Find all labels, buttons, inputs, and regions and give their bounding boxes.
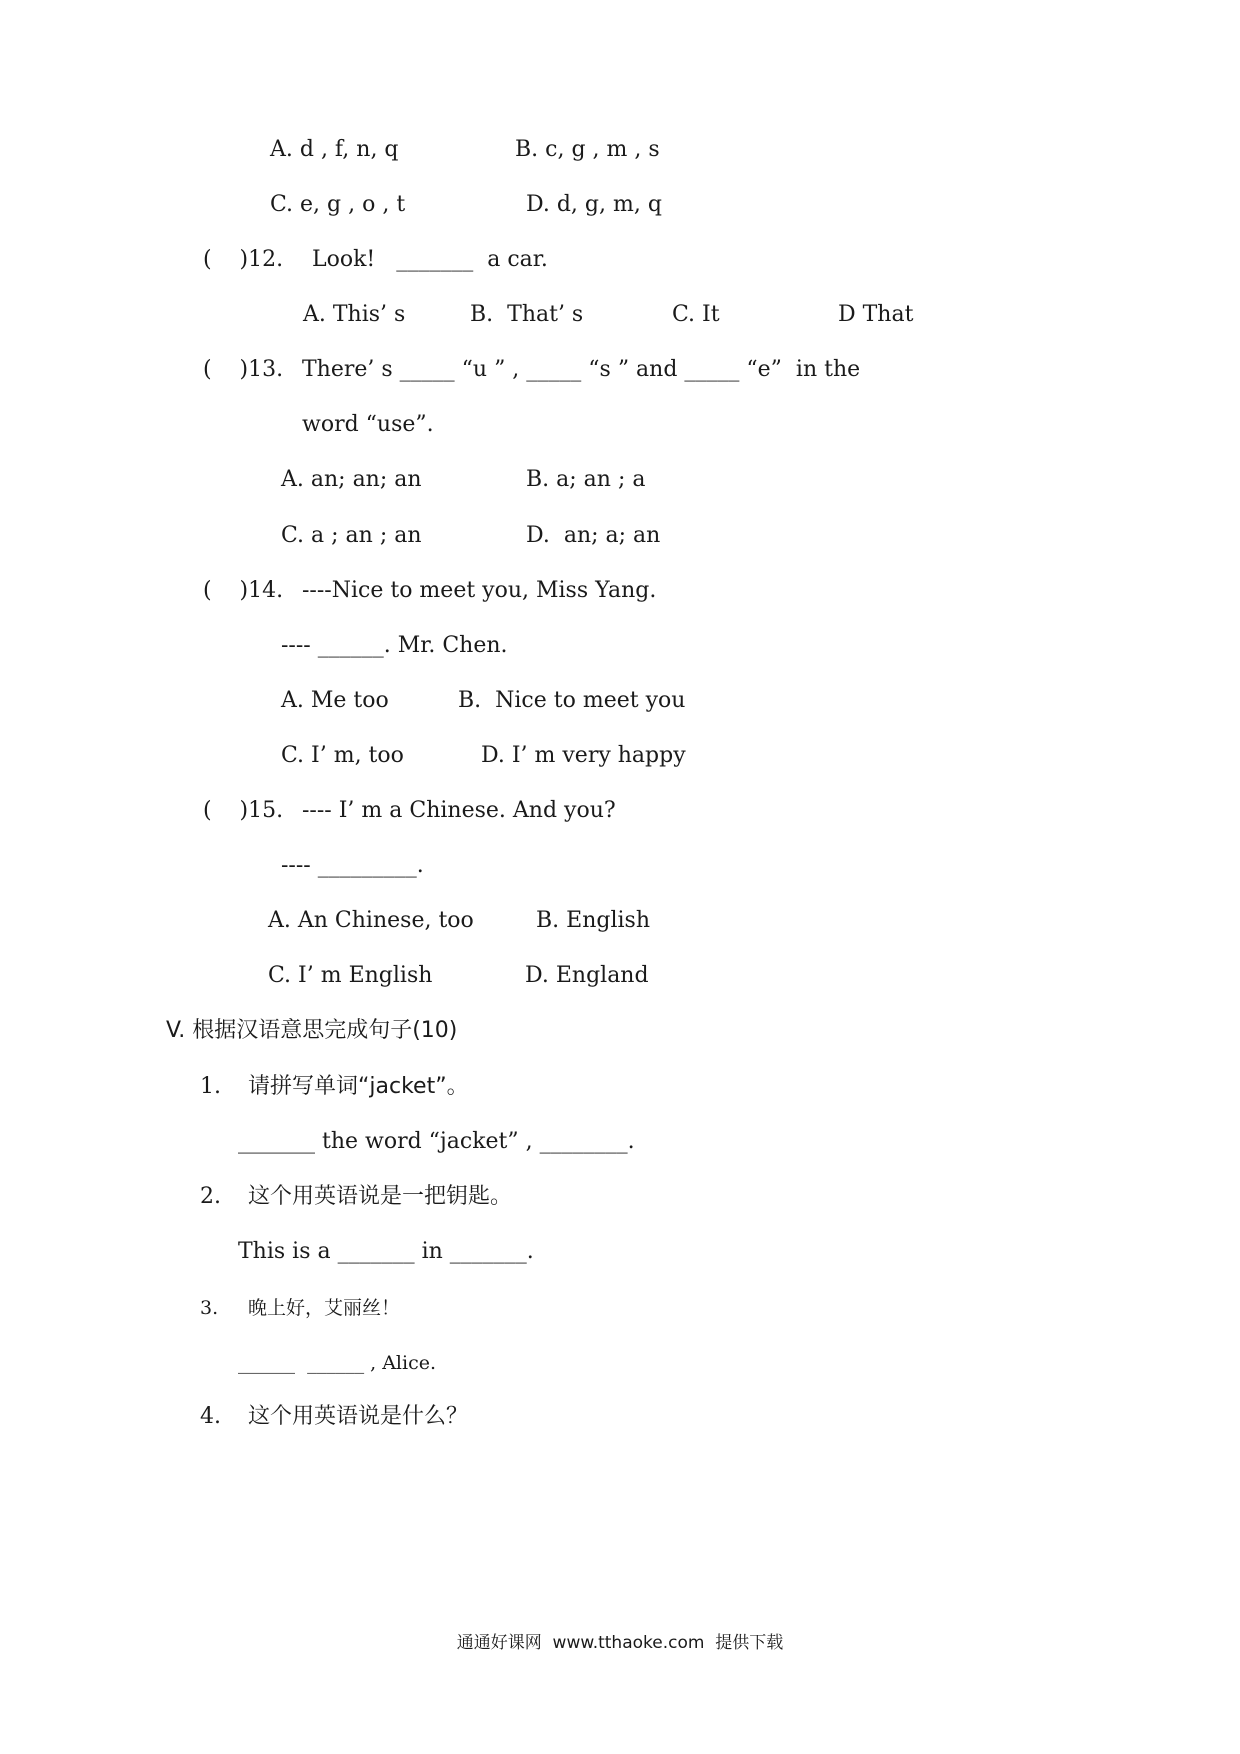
q13-stem-line1: There’ s _____ “u ” , _____ “s ” and _____ “e” in the	[302, 357, 861, 382]
q15-option-b: B. English	[536, 908, 650, 933]
q13-option-a: A. an; an; an	[281, 467, 422, 492]
q15-stem-line1: ---- I’ m a Chinese. And you?	[302, 798, 616, 823]
q11-option-d: D. d, g, m, q	[526, 192, 662, 217]
q11-option-a: A. d , f, n, q	[270, 137, 399, 162]
q13-number: ( )13.	[203, 357, 284, 382]
q13-option-d: D. an; a; an	[526, 523, 661, 548]
q12-stem: Look! _______ a car.	[312, 247, 548, 272]
item-english-answer: ______ ______ , Alice.	[238, 1352, 436, 1374]
item-number: 2.	[200, 1184, 221, 1209]
q15-option-c: C. I’ m English	[268, 963, 433, 988]
page-footer: 通通好课网 www.tthaoke.com 提供下载	[456, 1633, 784, 1653]
q14-option-a: A. Me too	[281, 688, 389, 713]
q11-option-c: C. e, g , o , t	[270, 192, 406, 217]
item-chinese-prompt: 请拼写单词“jacket”。	[248, 1074, 469, 1099]
q12-option-a: A. This’ s	[303, 302, 406, 327]
section-title: V. 根据汉语意思完成句子(10)	[166, 1018, 458, 1043]
q11-option-b: B. c, g , m , s	[515, 137, 660, 162]
q12-option-d: D That	[838, 302, 914, 327]
item-chinese-prompt: 这个用英语说是一把钥匙。	[248, 1184, 513, 1209]
q14-option-c: C. I’ m, too	[281, 743, 404, 768]
q15-option-a: A. An Chinese, too	[268, 908, 474, 933]
q12-option-c: C. It	[672, 302, 720, 327]
q13-option-b: B. a; an ; a	[526, 467, 646, 492]
q14-option-b: B. Nice to meet you	[458, 688, 686, 713]
q14-option-d: D. I’ m very happy	[481, 743, 686, 768]
item-number: 1.	[200, 1074, 221, 1099]
q15-option-d: D. England	[525, 963, 649, 988]
item-english-answer: This is a _______ in _______.	[238, 1239, 534, 1264]
q14-stem-line1: ----Nice to meet you, Miss Yang.	[302, 578, 657, 603]
item-english-answer: _______ the word “jacket” , ________.	[238, 1129, 635, 1154]
q12-option-b: B. That’ s	[470, 302, 584, 327]
item-chinese-prompt: 晚上好，艾丽丝！	[248, 1297, 401, 1319]
q13-stem-line2: word “use”.	[302, 412, 434, 437]
item-number: 3.	[200, 1297, 219, 1319]
q14-number: ( )14.	[203, 578, 284, 603]
q14-stem-line2: ---- ______. Mr. Chen.	[281, 633, 508, 658]
q13-option-c: C. a ; an ; an	[281, 523, 422, 548]
q15-stem-line2: ---- _________.	[281, 853, 424, 878]
q12-number: ( )12.	[203, 247, 284, 272]
q15-number: ( )15.	[203, 798, 284, 823]
item-chinese-prompt: 这个用英语说是什么？	[248, 1404, 469, 1429]
item-number: 4.	[200, 1404, 221, 1429]
